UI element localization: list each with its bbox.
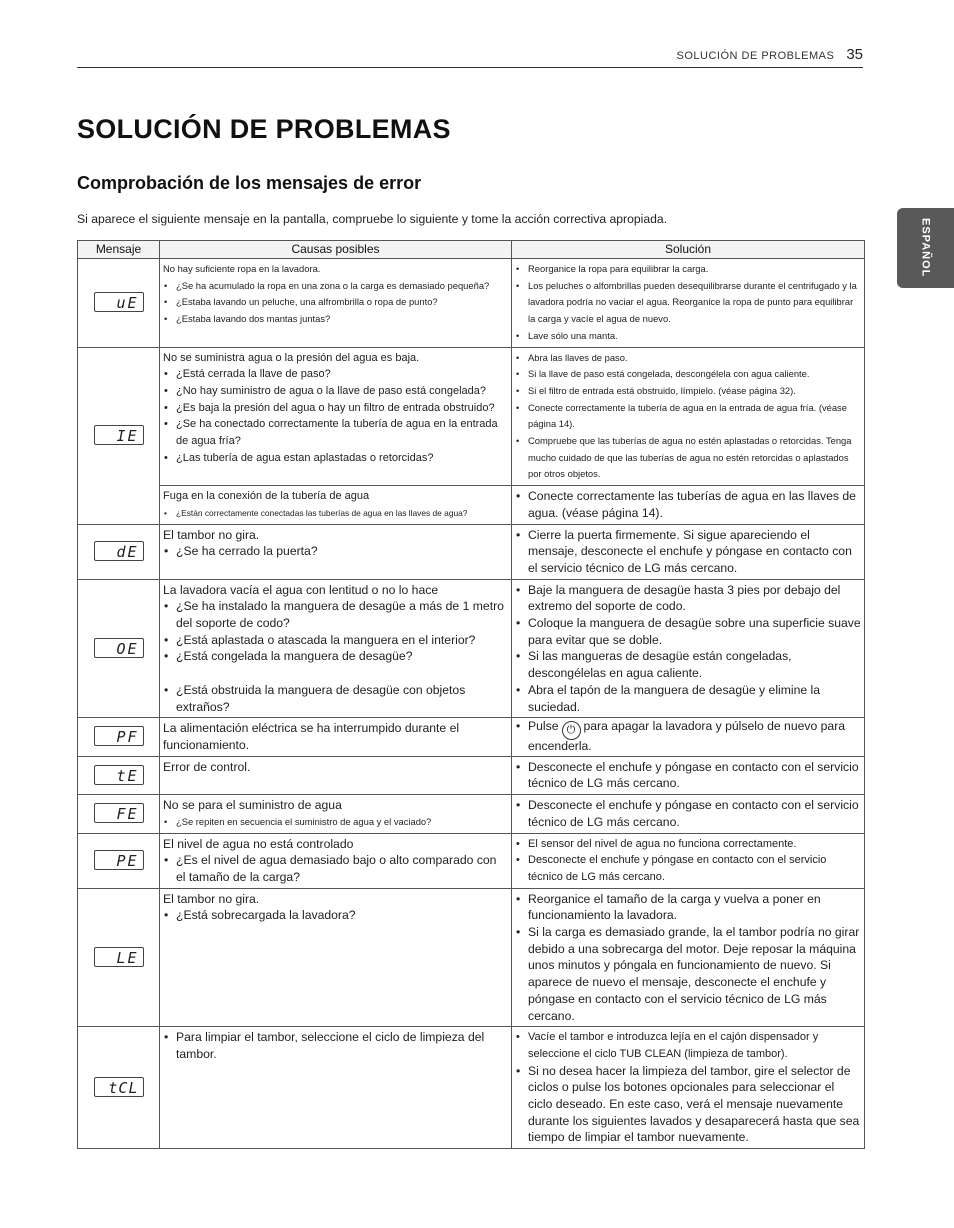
list-item: • ¿Se ha acumulado la ropa en una zona o la carga es demasiado pequeña?	[163, 278, 508, 295]
solutions-cell	[512, 888, 865, 1027]
table-row	[78, 486, 865, 524]
table-row	[78, 579, 865, 718]
error-code-display: OE	[94, 638, 144, 658]
list-item: • Desconecte el enchufe y póngase en contacto con el servicio técnico de LG más cercano.	[515, 797, 861, 830]
list-item: • Vacíe el tambor e introduzca lejía en el cajón dispensador y seleccione el ciclo TUB CLEAN (limpieza de tambor).	[515, 1029, 861, 1062]
error-code-cell	[78, 756, 160, 794]
list-item: • Los peluches o alfombrillas pueden desequilibrarse durante el centrifugado y la lavadora podría no vaciar el agua. Reorganice la ropa de punto para equilibrar la carga y vacíe el agua de nuevo.	[515, 278, 861, 328]
list-item: • Abra las llaves de paso.	[515, 350, 861, 367]
table-row	[78, 347, 865, 486]
list-item: • ¿Se ha instalado la manguera de desagüe a más de 1 metro del soporte de codo?	[163, 598, 508, 631]
page-title: SOLUCIÓN DE PROBLEMAS	[77, 114, 451, 144]
cause-lead: La alimentación eléctrica se ha interrumpido durante el funcionamiento.	[163, 721, 460, 752]
running-header	[77, 46, 863, 68]
table-row	[78, 795, 865, 833]
cause-lead: Error de control.	[163, 759, 251, 774]
cause-lead: El nivel de agua no está controlado	[163, 836, 354, 851]
cause-lead: No se suministra agua o la presión del agua es baja.	[163, 351, 420, 364]
table-row	[78, 259, 865, 348]
list-item: • ¿Estaba lavando dos mantas juntas?	[163, 311, 508, 328]
list-item: • Compruebe que las tuberías de agua no estén aplastadas o retorcidas. Tenga mucho cuidado de que las tuberías de agua no estén retorcidas o aplastados por otros objetos.	[515, 433, 861, 483]
list-item: • Lave sólo una manta.	[515, 328, 861, 345]
error-code-display: FE	[94, 803, 144, 823]
error-code-display: dE	[94, 541, 144, 561]
causes-cell	[160, 888, 512, 1027]
cause-lead: El tambor no gira.	[163, 891, 260, 906]
list-item	[515, 720, 861, 753]
language-tab-label: ESPAÑOL	[919, 218, 932, 278]
causes-cell	[160, 486, 512, 524]
list-item: • Abra el tapón de la manguera de desagüe y elimine la suciedad.	[515, 682, 861, 715]
header-mensaje: Mensaje	[78, 241, 160, 259]
list-item: • Desconecte el enchufe y póngase en contacto con el servicio técnico de LG más cercano.	[515, 852, 861, 885]
causes-cell	[160, 347, 512, 486]
error-code-cell	[78, 259, 160, 348]
error-messages-table	[77, 240, 865, 1149]
list-item: • Si el filtro de entrada está obstruido, límpielo. (véase página 32).	[515, 383, 861, 400]
cause-lead: La lavadora vacía el agua con lentitud o no lo hace	[163, 582, 439, 597]
solution-text-pre: Pulse	[528, 719, 559, 734]
table-row	[78, 833, 865, 888]
page-number: 35	[846, 46, 863, 63]
error-code-cell	[78, 579, 160, 718]
intro-paragraph: Si aparece el siguiente mensaje en la pantalla, compruebe lo siguiente y tome la acción correctiva apropiada.	[77, 212, 668, 226]
cause-lead: No hay suficiente ropa en la lavadora.	[163, 263, 321, 274]
error-code-cell	[78, 888, 160, 1027]
error-code-display: tCL	[94, 1077, 144, 1097]
solutions-cell	[512, 718, 865, 756]
list-item: • ¿Se ha conectado correctamente la tubería de agua en la entrada de agua fría?	[163, 416, 508, 449]
list-item: • Si no desea hacer la limpieza del tambor, gire el selector de ciclos o pulse los botones opcionales para seleccionar el ciclo deseado. En este caso, verá el mensaje nuevamente durante los siguientes lavados y desaparecerá hasta que sea tiempo de limpiar el tambor nuevamente.	[515, 1063, 861, 1147]
solutions-cell	[512, 347, 865, 486]
error-code-display: PE	[94, 850, 144, 870]
error-code-cell	[78, 718, 160, 756]
header-causas: Causas posibles	[160, 241, 512, 259]
causes-cell	[160, 579, 512, 718]
cause-lead: El tambor no gira.	[163, 527, 260, 542]
solutions-cell	[512, 756, 865, 794]
solution-text-post: para apagar la lavadora y púlselo de nuevo para encenderla.	[528, 719, 846, 754]
section-subtitle: Comprobación de los mensajes de error	[77, 173, 422, 193]
list-item: • Si la llave de paso está congelada, descongélela con agua caliente.	[515, 366, 861, 383]
list-item: • Si las mangueras de desagüe están congeladas, descongélelas en agua caliente.	[515, 648, 861, 681]
causes-cell	[160, 524, 512, 579]
error-code-cell	[78, 1027, 160, 1149]
error-code-display: uE	[94, 292, 144, 312]
causes-cell	[160, 833, 512, 888]
list-item: • Para limpiar el tambor, seleccione el ciclo de limpieza del tambor.	[163, 1029, 508, 1062]
header-section-name: SOLUCIÓN DE PROBLEMAS	[676, 50, 835, 62]
error-code-display: PF	[94, 726, 144, 746]
cause-lead: No se para el suministro de agua	[163, 798, 342, 813]
list-item: • Coloque la manguera de desagüe sobre una superficie suave para evitar que se doble.	[515, 615, 861, 648]
causes-cell	[160, 1027, 512, 1149]
causes-cell	[160, 259, 512, 348]
list-item: • Desconecte el enchufe y póngase en contacto con el servicio técnico de LG más cercano.	[515, 759, 861, 792]
list-item: • Si la carga es demasiado grande, la el tambor podría no girar debido a una sobrecarga del motor. Deje reposar la máquina unos minutos y póngala en funcionamiento de nuevo. Si aparece de nuevo el mensaje, desconecte el enchufe y póngase en contacto con el servicio técnico de LG más cercano.	[515, 924, 861, 1024]
table-row	[78, 524, 865, 579]
list-item: • Conecte correctamente las tuberías de agua en las llaves de agua. (véase página 14).	[515, 488, 861, 521]
error-code-cell	[78, 833, 160, 888]
solutions-cell	[512, 579, 865, 718]
cause-lead: Fuga en la conexión de la tubería de agua	[163, 490, 370, 503]
error-code-cell	[78, 347, 160, 524]
solutions-cell	[512, 259, 865, 348]
error-code-cell	[78, 795, 160, 833]
header-solucion: Solución	[512, 241, 865, 259]
list-item: • ¿Están correctamente conectadas las tuberías de agua en las llaves de agua?	[163, 505, 508, 522]
list-item: • ¿Está sobrecargada la lavadora?	[163, 907, 508, 924]
causes-cell	[160, 718, 512, 756]
list-item: • ¿Se repiten en secuencia el suministro de agua y el vaciado?	[163, 814, 508, 831]
list-item: • Reorganice el tamaño de la carga y vuelva a poner en funcionamiento la lavadora.	[515, 891, 861, 924]
list-item: • ¿Está aplastada o atascada la manguera en el interior?	[163, 632, 508, 649]
table-row	[78, 718, 865, 756]
solutions-cell	[512, 795, 865, 833]
table-row	[78, 888, 865, 1027]
table-row	[78, 1027, 865, 1149]
language-side-tab	[897, 208, 954, 288]
error-code-display: LE	[94, 947, 144, 967]
list-item: • Conecte correctamente la tubería de agua en la entrada de agua fría. (véase página 14).	[515, 400, 861, 433]
table-header-row	[78, 241, 865, 259]
table-row	[78, 756, 865, 794]
error-code-display: tE	[94, 765, 144, 785]
solutions-cell	[512, 486, 865, 524]
solutions-cell	[512, 524, 865, 579]
list-item: • Baje la manguera de desagüe hasta 3 pies por debajo del extremo del soporte de codo.	[515, 582, 861, 615]
power-icon: ⏻	[562, 721, 581, 740]
list-item: • ¿Es el nivel de agua demasiado bajo o alto comparado con el tamaño de la carga?	[163, 852, 508, 885]
list-item: • El sensor del nivel de agua no funciona correctamente.	[515, 836, 861, 853]
causes-cell	[160, 756, 512, 794]
list-item: • ¿Se ha cerrado la puerta?	[163, 543, 508, 560]
list-item: • ¿No hay suministro de agua o la llave de paso está congelada?	[163, 383, 508, 400]
list-item: • ¿Es baja la presión del agua o hay un filtro de entrada obstruido?	[163, 400, 508, 417]
list-item: • Reorganice la ropa para equilibrar la carga.	[515, 261, 861, 278]
list-item: • ¿Estaba lavando un peluche, una alfrombrilla o ropa de punto?	[163, 294, 508, 311]
solutions-cell	[512, 833, 865, 888]
list-item: • ¿Está cerrada la llave de paso?	[163, 366, 508, 383]
list-item: • Cierre la puerta firmemente. Si sigue apareciendo el mensaje, desconecte el enchufe y póngase en contacto con el servicio técnico de LG más cercano.	[515, 527, 861, 577]
error-code-cell	[78, 524, 160, 579]
list-item: • ¿Está obstruida la manguera de desagüe con objetos extraños?	[163, 682, 508, 715]
solutions-cell	[512, 1027, 865, 1149]
causes-cell	[160, 795, 512, 833]
list-item: • ¿Está congelada la manguera de desagüe?	[163, 648, 508, 665]
list-item: • ¿Las tubería de agua estan aplastadas o retorcidas?	[163, 450, 508, 467]
error-code-display: IE	[94, 425, 144, 445]
